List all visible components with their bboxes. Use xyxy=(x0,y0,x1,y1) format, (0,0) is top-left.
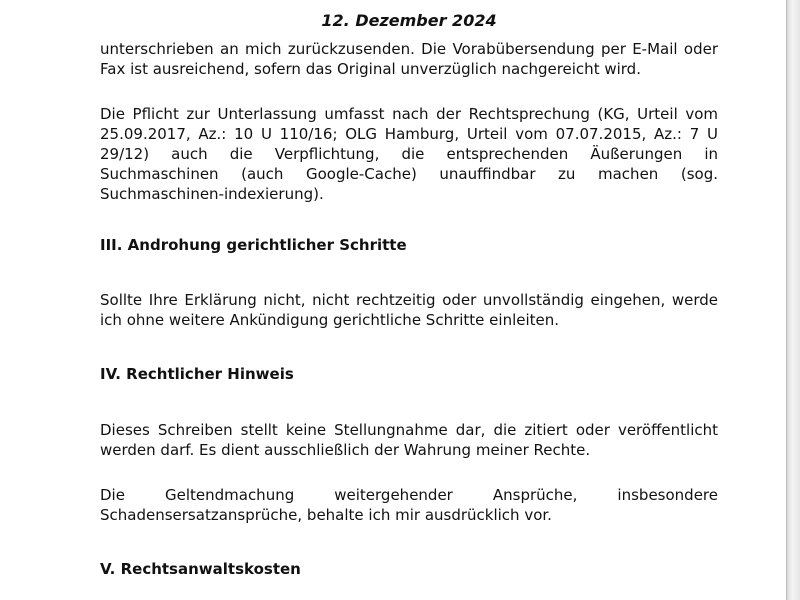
deadline-date: 12. Dezember 2024 xyxy=(321,11,497,30)
return-instructions-paragraph: unterschrieben an mich zurückzusenden. Die Vorabübersendung per E-Mail oder Fax ist ausreichend, sofern das Original unverzüglich nachgereicht wird. xyxy=(100,40,718,78)
page-edge-background xyxy=(787,0,800,600)
deadline-intro-text xyxy=(100,0,338,1)
section-heading-attorney-fees: V. Rechtsanwaltskosten xyxy=(100,560,301,578)
search-engine-duty-paragraph: Die Pflicht zur Unterlassung umfasst nach der Rechtsprechung (KG, Urteil vom 25.09.2017, Az.: 10 U 110/16; OLG Hamburg, Urteil vom 07.07.2015, Az.: 7 U 29/12) auch die Verpflichtung, die entsprechenden Äußerungen in Suchmaschinen (auch Google-Cache) unauffindbar zu machen (sog. Suchmaschinen-indexierung). xyxy=(100,105,718,203)
legal-action-paragraph: Sollte Ihre Erklärung nicht, nicht rechtzeitig oder unvollständig eingehen, werde ich ohne weitere Ankündigung gerichtliche Schritte einleiten. xyxy=(100,291,718,329)
legal-notice-paragraph: Dieses Schreiben stellt keine Stellungnahme dar, die zitiert oder veröffentlicht werden darf. Es dient ausschließlich der Wahrung meiner Rechte. xyxy=(100,421,718,459)
section-heading-legal-action: III. Androhung gerichtlicher Schritte xyxy=(100,236,407,254)
damages-reservation-paragraph: Die Geltendmachung weitergehender Ansprüche, insbesondere Schadensersatzansprüche, behalte ich mir ausdrücklich vor. xyxy=(100,486,718,524)
section-heading-legal-notice: IV. Rechtlicher Hinweis xyxy=(100,365,294,383)
